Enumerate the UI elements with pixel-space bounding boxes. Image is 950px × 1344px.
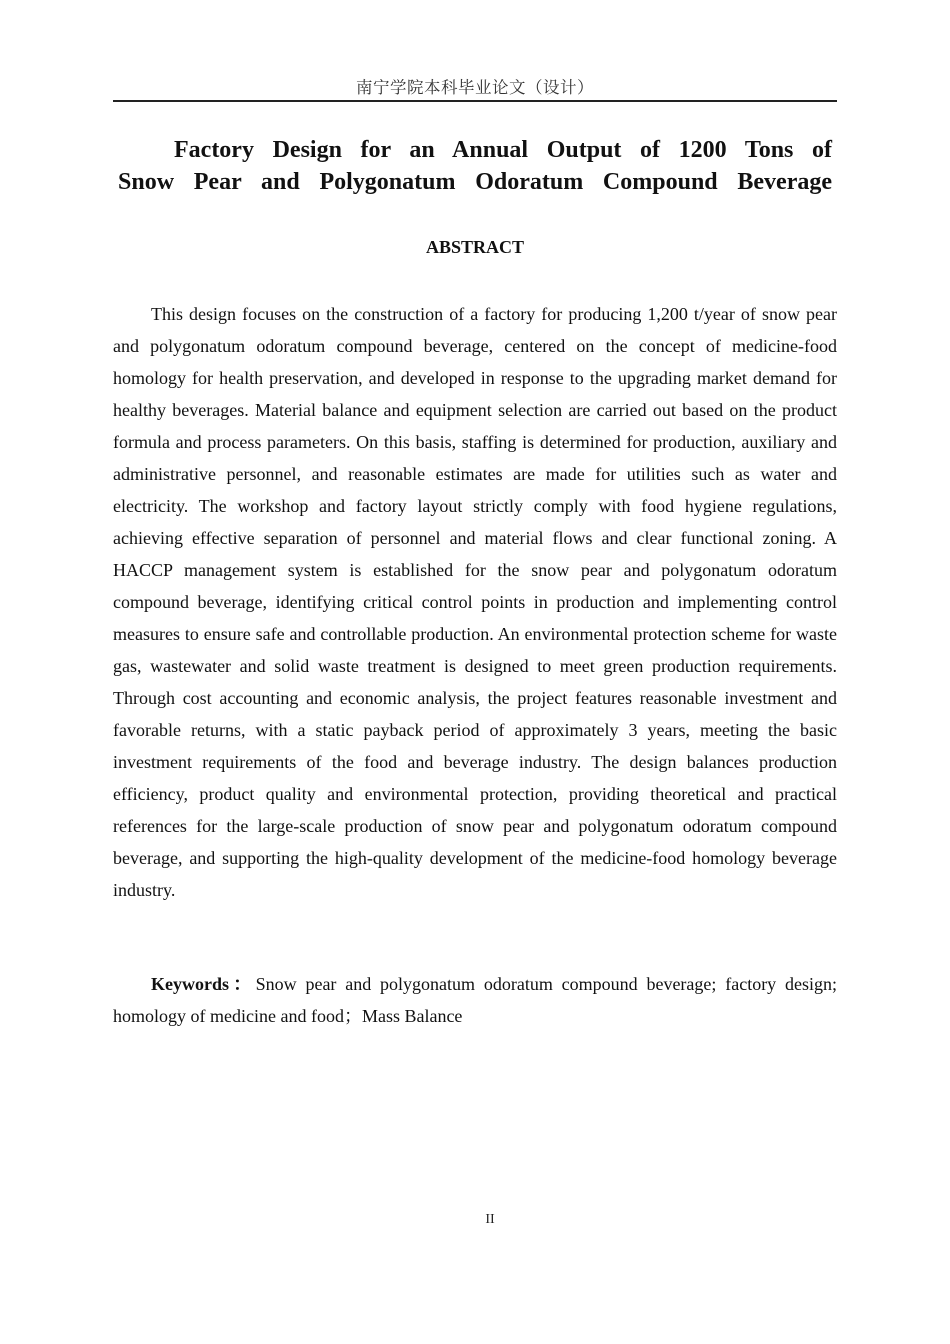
title-line-1: Factory Design for an Annual Output of 1200 Tons of (174, 137, 832, 163)
keywords-text: Snow pear and polygonatum odoratum compound beverage; factory design; homology of medicine and food；Mass Balance (113, 974, 837, 1026)
keywords-label: Keywords： (151, 974, 256, 994)
header-rule (113, 100, 837, 102)
keywords-paragraph (113, 968, 837, 1032)
thesis-title (118, 134, 832, 198)
page-number: II (485, 1212, 495, 1227)
abstract-body: This design focuses on the construction of a factory for producing 1,200 t/year of snow pear and polygonatum odoratum compound beverage, centered on the concept of medicine-food homology for health preservation, and developed in response to the upgrading market demand for healthy beverages. Material balance and equipment selection are carried out based on the product formula and process parameters. On this basis, staffing is determined for production, auxiliary and administrative personnel, and reasonable estimates are made for utilities such as water and electricity. The workshop and factory layout strictly comply with food hygiene regulations, achieving effective separation of personnel and material flows and clear functional zoning. A HACCP management system is established for the snow pear and polygonatum odoratum compound beverage, identifying critical control points in production and implementing control measures to ensure safe and controllable production. An environmental protection scheme for waste gas, wastewater and solid waste treatment is designed to meet green production requirements. Through cost accounting and economic analysis, the project features reasonable investment and favorable returns, with a static payback period of approximately 3 years, meeting the basic investment requirements of the food and beverage industry. The design balances production efficiency, product quality and environmental protection, providing theoretical and practical references for the large-scale production of snow pear and polygonatum odoratum compound beverage, and supporting the high-quality development of the medicine-food homology beverage industry. (113, 304, 837, 900)
abstract-heading: ABSTRACT (425, 237, 525, 257)
title-line-2: Snow Pear and Polygonatum Odoratum Compound Beverage (118, 169, 832, 195)
running-header: 南宁学院本科毕业论文（设计） (356, 78, 594, 97)
